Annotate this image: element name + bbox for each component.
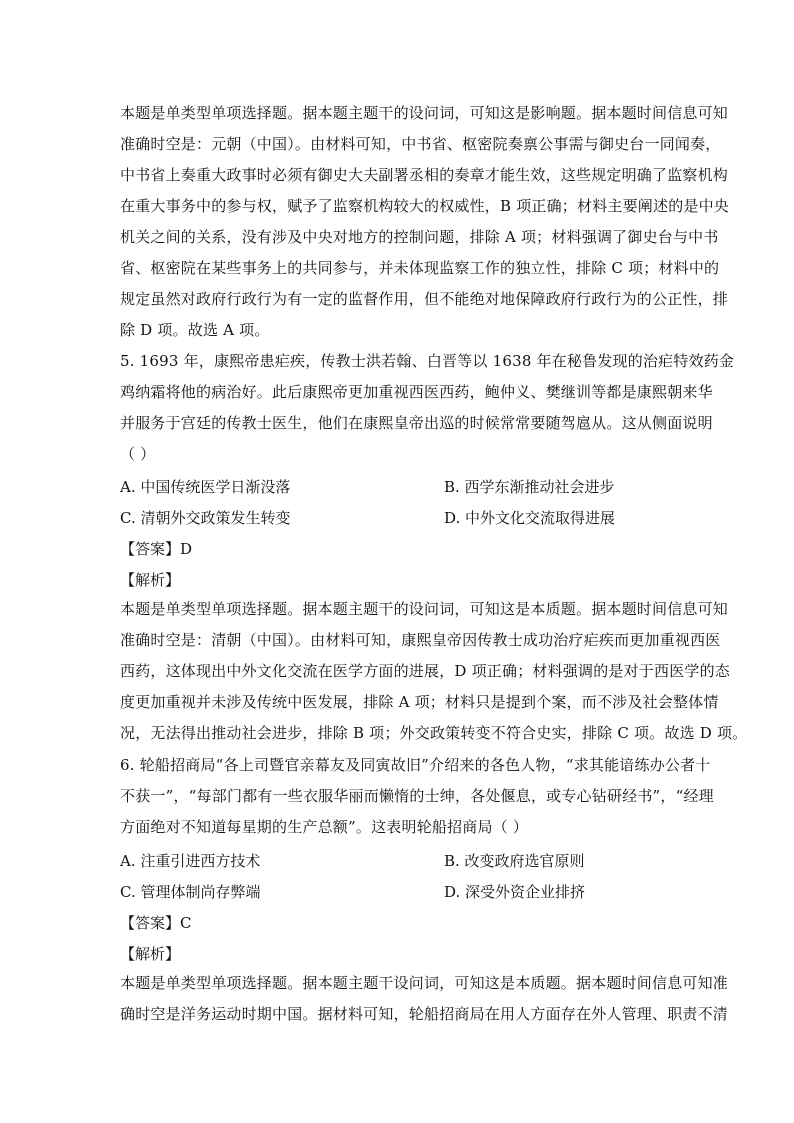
- q4-analysis-line: 在重大事务中的参与权，赋予了监察机构较大的权威性，B 项正确；材料主要阐述的是中央: [120, 197, 729, 215]
- q6-stem: [120, 750, 714, 843]
- q4-analysis-line: 本题是单类型单项选择题。据本题主题干的设问词，可知这是影响题。据本题时间信息可知: [120, 104, 729, 122]
- q5-stem: [120, 346, 735, 470]
- q5-option-b: B. 西学东渐推动社会进步: [444, 478, 615, 496]
- q5-option-c: C. 清朝外交政策发生转变: [120, 509, 291, 527]
- q6-option-b: B. 改变政府选官原则: [444, 852, 585, 870]
- q5-analysis-line: 度更加重视并未涉及传统中医发展，排除 A 项；材料只是提到个案，而不涉及社会整体情: [120, 693, 719, 711]
- q6-answer: 【答案】C: [120, 914, 192, 932]
- q6-analysis-line: 本题是单类型单项选择题。据本题主题干设问词，可知这是本质题。据本题时间信息可知准: [120, 974, 729, 992]
- q6-option-c: C. 管理体制尚存弊端: [120, 883, 261, 901]
- q6-analysis-label: 【解析】: [120, 945, 181, 963]
- q6-analysis: [120, 968, 729, 1030]
- q4-analysis: [120, 98, 729, 346]
- q5-analysis-label: 【解析】: [120, 571, 181, 589]
- q6-stem-line: 6. 轮船招商局“各上司暨官亲幕友及同寅故旧”介绍来的各色人物，“求其能谙练办公者十: [120, 756, 711, 774]
- q6-stem-line: 不获一”，“每部门都有一些衣服华丽而懒惰的士绅，各处偃息，或专心钻研经书”，“经理: [120, 787, 714, 805]
- q5-stem-line: （ ）: [120, 445, 156, 463]
- q5-option-a: A. 中国传统医学日渐没落: [120, 478, 291, 496]
- q4-analysis-line: 准确时空是：元朝（中国）。由材料可知，中书省、枢密院奏禀公事需与御史台一同闻奏，: [120, 135, 721, 153]
- q5-analysis-line: 西药，这体现出中外文化交流在医学方面的进展，D 项正确；材料强调的是对于西医学的态: [120, 662, 730, 680]
- q6-stem-line: 方面绝对不知道每星期的生产总额”。这表明轮船招商局（ ）: [120, 818, 529, 836]
- q4-analysis-line: 除 D 项。故选 A 项。: [120, 321, 270, 339]
- q5-analysis-line: 准确时空是：清朝（中国）。由材料可知，康熙皇帝因传教士成功治疗疟疾而更加重视西医: [120, 631, 721, 649]
- q6-analysis-line: 确时空是洋务运动时期中国。据材料可知，轮船招商局在用人方面存在外人管理、职责不清: [120, 1005, 729, 1023]
- q6-option-d: D. 深受外资企业排挤: [444, 883, 586, 901]
- q5-stem-line: 5. 1693 年，康熙帝患疟疾，传教士洪若翰、白晋等以 1638 年在秘鲁发现的治疟特效药金: [120, 352, 735, 370]
- q4-analysis-line: 机关之间的关系，没有涉及中央对地方的控制问题，排除 A 项；材料强调了御史台与中书: [120, 228, 719, 246]
- q6-option-a: A. 注重引进西方技术: [120, 852, 261, 870]
- q5-analysis-line: 本题是单类型单项选择题。据本题主题干的设问词，可知这是本质题。据本题时间信息可知: [120, 600, 729, 618]
- q5-option-d: D. 中外文化交流取得进展: [444, 509, 616, 527]
- q4-analysis-line: 中书省上奏重大政事时必须有御史大夫副署丞相的奏章才能生效，这些规定明确了监察机构: [120, 166, 729, 184]
- q5-answer: 【答案】D: [120, 540, 193, 558]
- q5-stem-line: 并服务于宫廷的传教士医生，他们在康熙皇帝出巡的时候常常要随驾扈从。这从侧面说明: [120, 414, 713, 432]
- q5-stem-line: 鸡纳霜将他的病治好。此后康熙帝更加重视西医西药，鲍仲义、樊继训等都是康熙朝来华: [120, 383, 713, 401]
- q4-analysis-line: 省、枢密院在某些事务上的共同参与，并未体现监察工作的独立性，排除 C 项；材料中的: [120, 259, 720, 277]
- q4-analysis-line: 规定虽然对政府行政行为有一定的监督作用，但不能绝对地保障政府行政行为的公正性，排: [120, 290, 729, 308]
- q5-analysis-line: 况，无法得出推动社会进步，排除 B 项；外交政策转变不符合史实，排除 C 项。故选 D 项。: [120, 724, 748, 742]
- q5-analysis: [120, 594, 748, 749]
